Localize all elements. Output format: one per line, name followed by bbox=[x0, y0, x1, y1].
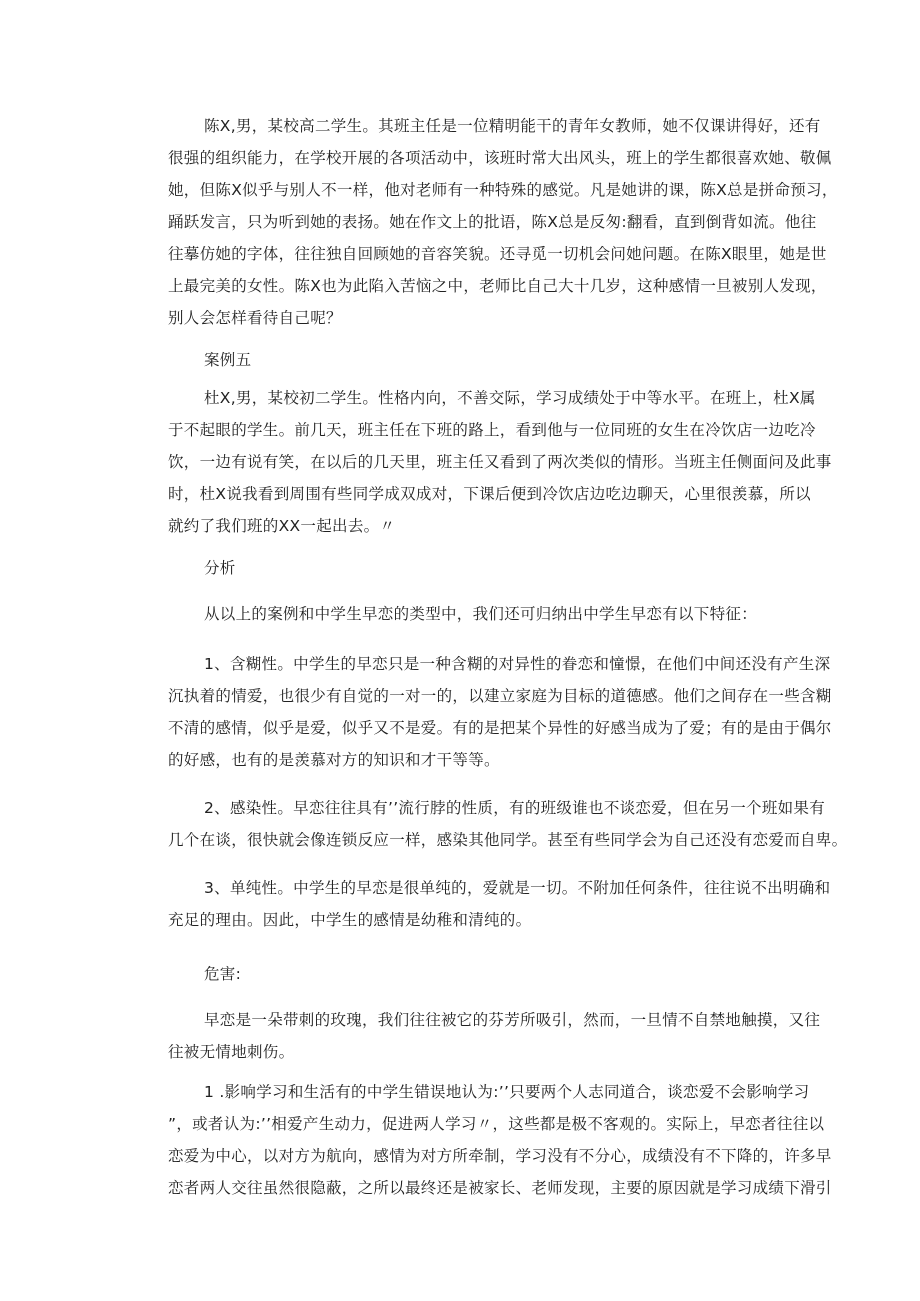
harm1-line: ”，或者认为:’’相爱产生动力，促进两人学习〃，这些都是极不客观的。实际上，早恋者往往以 bbox=[168, 1115, 825, 1133]
case5-heading: 案例五 bbox=[204, 351, 252, 369]
harm-intro-line: 往被无情地刺伤。 bbox=[168, 1043, 295, 1061]
harm1-line: 恋者两人交往虽然很隐蔽，之所以最终还是被家长、老师发现，主要的原因就是学习成绩下滑引 bbox=[168, 1179, 832, 1197]
harm-heading: 危害: bbox=[204, 965, 242, 983]
case4-line: 别人会怎样看待自己呢？ bbox=[168, 309, 342, 327]
case5-line: 时，杜X说我看到周围有些同学成双成对，下课后便到冷饮店边吃边聊天，心里很羡慕，所以 bbox=[168, 485, 811, 503]
trait1-line: 不清的感情，似乎是爱，似乎又不是爱。有的是把某个异性的好感当成为了爱；有的是由于偶尔 bbox=[168, 719, 832, 737]
harm1-line: 1 .影响学习和生活有的中学生错误地认为:’’只要两个人志同道合，谈恋爱不会影响学习 bbox=[204, 1083, 810, 1101]
case4-line: 陈X,男，某校高二学生。其班主任是一位精明能干的青年女教师，她不仅课讲得好，还有 bbox=[204, 117, 821, 135]
case4-line: 踊跃发言，只为听到她的表扬。她在作文上的批语，陈X总是反匆:翻看，直到倒背如流。他往 bbox=[168, 213, 817, 231]
case4-line: 往摹仿她的字体，往往独自回顾她的音容笑貌。还寻觅一切机会问她问题。在陈X眼里，她是世 bbox=[168, 245, 827, 263]
case4-line: 很强的组织能力，在学校开展的各项活动中，该班时常大出风头，班上的学生都很喜欢她、敬佩 bbox=[168, 149, 832, 167]
trait3-line: 3、单纯性。中学生的早恋是很单纯的，爱就是一切。不附加任何条件，往往说不出明确和 bbox=[204, 879, 831, 897]
trait2-line: 几个在谈，很快就会像连锁反应一样，感染其他同学。甚至有些同学会为自己还没有恋爱而自卑。 bbox=[168, 831, 848, 849]
case5-line: 杜X,男，某校初二学生。性格内向，不善交际，学习成绩处于中等水平。在班上，杜X属 bbox=[204, 389, 816, 407]
harm1-line: 恋爱为中心，以对方为航向，感情为对方所牵制，学习没有不分心，成绩没有不下降的，许多早 bbox=[168, 1147, 832, 1165]
trait1-line: 的好感，也有的是羡慕对方的知识和才干等等。 bbox=[168, 751, 500, 769]
trait1-line: 1、含糊性。中学生的早恋只是一种含糊的对异性的眷恋和憧憬，在他们中间还没有产生深 bbox=[204, 655, 831, 673]
case5-line: 就约了我们班的XX一起出去。〃 bbox=[168, 517, 396, 535]
analysis-intro: 从以上的案例和中学生早恋的类型中，我们还可归纳出中学生早恋有以下特征： bbox=[204, 605, 758, 623]
trait2-line: 2、感染性。早恋往往具有’’流行脖的性质，有的班级谁也不谈恋爱，但在另一个班如果有 bbox=[204, 799, 826, 817]
trait1-line: 沉执着的情爱，也很少有自觉的一对一的，以建立家庭为目标的道德感。他们之间存在一些含糊 bbox=[168, 687, 832, 705]
case4-line: 上最完美的女性。陈X也为此陷入苦恼之中，老师比自己大十几岁，这种感情一旦被别人发现， bbox=[168, 277, 827, 295]
harm-intro-line: 早恋是一朵带刺的玫瑰，我们往往被它的芬芳所吸引，然而，一旦情不自禁地触摸，又往 bbox=[204, 1011, 821, 1029]
case5-line: 于不起眼的学生。前几天，班主任在下班的路上，看到他与一位同班的女生在冷饮店一边吃冷 bbox=[168, 421, 816, 439]
analysis-heading: 分析 bbox=[204, 559, 236, 577]
case5-line: 饮，一边有说有笑，在以后的几天里，班主任又看到了两次类似的情形。当班主任侧面问及此事 bbox=[168, 453, 832, 471]
trait3-line: 充足的理由。因此，中学生的感情是幼稚和清纯的。 bbox=[168, 911, 532, 929]
case4-line: 她，但陈X似乎与别人不一样，他对老师有一种特殊的感觉。凡是她讲的课，陈X总是拼命预习， bbox=[168, 181, 838, 199]
